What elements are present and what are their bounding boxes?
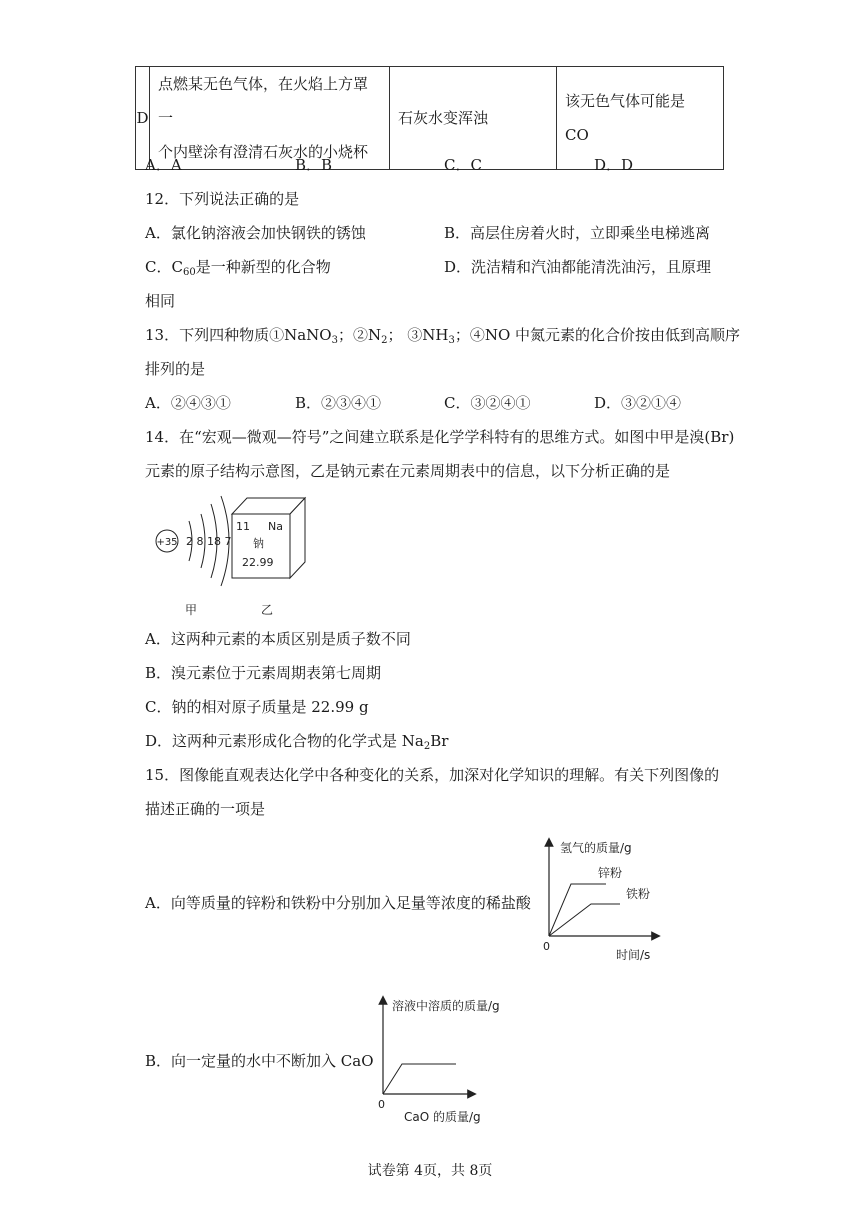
- q14-option-b: B．溴元素位于元素周期表第七周期: [145, 664, 382, 682]
- graph-a-ylabel: 氢气的质量/g: [560, 841, 632, 855]
- q13-stem-pre: 13．下列四种物质①NaNO: [145, 326, 332, 344]
- q13-stem-post: ；④NO 中氮元素的化合价按由低到高顺序: [454, 326, 741, 344]
- q15-stem-line1: 15．图像能直观表达化学中各种变化的关系，加深对化学知识的理解。有关下列图像的: [145, 766, 720, 784]
- q12-option-c-pre: C．C: [145, 258, 183, 276]
- bromine-atom-diagram: [156, 496, 231, 586]
- q15-option-a-text: A．向等质量的锌粉和铁粉中分别加入足量等浓度的稀盐酸: [145, 894, 531, 912]
- atomic-number: 11: [236, 520, 250, 533]
- q12-option-b: B．高层住房着火时，立即乘坐电梯逃离: [444, 224, 711, 242]
- q12-option-c-post: 是一种新型的化合物: [195, 258, 331, 276]
- nucleus-charge: +35: [156, 537, 178, 548]
- table-row: [136, 67, 724, 170]
- q12-option-a: A．氯化钠溶液会加快钢铁的锈蚀: [145, 224, 366, 242]
- q12-option-d-cont: 相同: [145, 292, 176, 310]
- atomic-mass: 22.99: [242, 556, 274, 569]
- graph-b: [372, 990, 512, 1130]
- q11-option-d: D．D: [594, 156, 634, 174]
- q13-sub3: 3: [448, 335, 455, 346]
- row-letter: D: [136, 67, 150, 170]
- element-symbol: Na: [268, 520, 283, 533]
- graph-a-label-zinc: 锌粉: [598, 866, 623, 880]
- operation-line-1: 点燃某无色气体，在火焰上方罩一: [158, 75, 369, 127]
- q14-option-d-sub: 2: [423, 741, 431, 752]
- q14-stem-line1: 14．在“宏观—微观—符号”之间建立联系是化学学科特有的思维方式。如图中甲是溴(Br): [145, 428, 735, 446]
- experiment-table: [135, 66, 724, 170]
- q14-option-d-post: Br: [430, 732, 449, 750]
- label-yi: 乙: [261, 603, 274, 617]
- q14-option-d-pre: D．这两种元素形成化合物的化学式是 Na: [145, 732, 424, 750]
- q15-option-b-text: B．向一定量的水中不断加入 CaO: [145, 1052, 374, 1070]
- q13-option-b: B．②③④①: [295, 394, 382, 412]
- q13-sub2: 2: [381, 335, 388, 346]
- conclusion-line-2: CO: [565, 126, 589, 144]
- graph-a-origin: 0: [543, 940, 550, 953]
- graph-b-line: [383, 1064, 456, 1094]
- page-footer: 试卷第 4页，共 8页: [367, 1163, 493, 1179]
- q14-option-c: C．钠的相对原子质量是 22.99 g: [145, 698, 369, 716]
- q11-option-b: B．B: [295, 156, 333, 174]
- q12-stem: 12．下列说法正确的是: [145, 190, 300, 208]
- q13-mid2: ； ③NH: [387, 326, 449, 344]
- graph-a-label-iron: 铁粉: [626, 887, 651, 901]
- graph-b-ylabel: 溶液中溶质的质量/g: [392, 999, 500, 1013]
- operation-line-2: 个内壁涂有澄清石灰水的小烧杯: [158, 143, 369, 161]
- sodium-element-cell: [232, 498, 305, 578]
- q14-stem-line2: 元素的原子结构示意图，乙是钠元素在元素周期表中的信息，以下分析正确的是: [145, 462, 671, 480]
- graph-b-origin: 0: [378, 1098, 385, 1111]
- graph-b-xlabel: CaO 的质量/g: [404, 1110, 481, 1124]
- shell-electron-counts: 2 8 18 7: [186, 535, 232, 548]
- graph-a-line-iron: [549, 904, 620, 936]
- element-name: 钠: [253, 537, 264, 550]
- q13-stem-line2: 排列的是: [145, 360, 206, 378]
- q11-option-a: A．A: [145, 156, 182, 174]
- graph-a-line-zinc: [549, 884, 606, 936]
- q14-option-a: A．这两种元素的本质区别是质子数不同: [145, 630, 411, 648]
- conclusion-cell: [557, 67, 724, 170]
- q12-option-c-sub: 60: [182, 267, 196, 278]
- q13-option-a: A．②④③①: [145, 394, 231, 412]
- label-jia: 甲: [185, 603, 198, 617]
- q14-option-d: [145, 730, 448, 752]
- q15-stem-line2: 描述正确的一项是: [145, 800, 266, 818]
- atom-and-element-figure: [145, 486, 325, 621]
- operation-cell: [150, 67, 390, 170]
- q13-option-c: C．③②④①: [444, 394, 531, 412]
- q13-sub1: 3: [331, 335, 338, 346]
- conclusion-line-1: 该无色气体可能是: [565, 92, 686, 110]
- phenomenon-cell: 石灰水变浑浊: [390, 67, 557, 170]
- q13-stem: [145, 324, 740, 346]
- q11-option-c: C．C: [444, 156, 482, 174]
- q12-option-c: [145, 256, 331, 278]
- q12-option-d: D．洗洁精和汽油都能清洗油污，且原理: [444, 258, 712, 276]
- graph-a-xlabel: 时间/s: [616, 948, 651, 962]
- q13-option-d: D．③②①④: [594, 394, 682, 412]
- graph-a: [536, 832, 666, 968]
- q13-mid1: ；②N: [337, 326, 382, 344]
